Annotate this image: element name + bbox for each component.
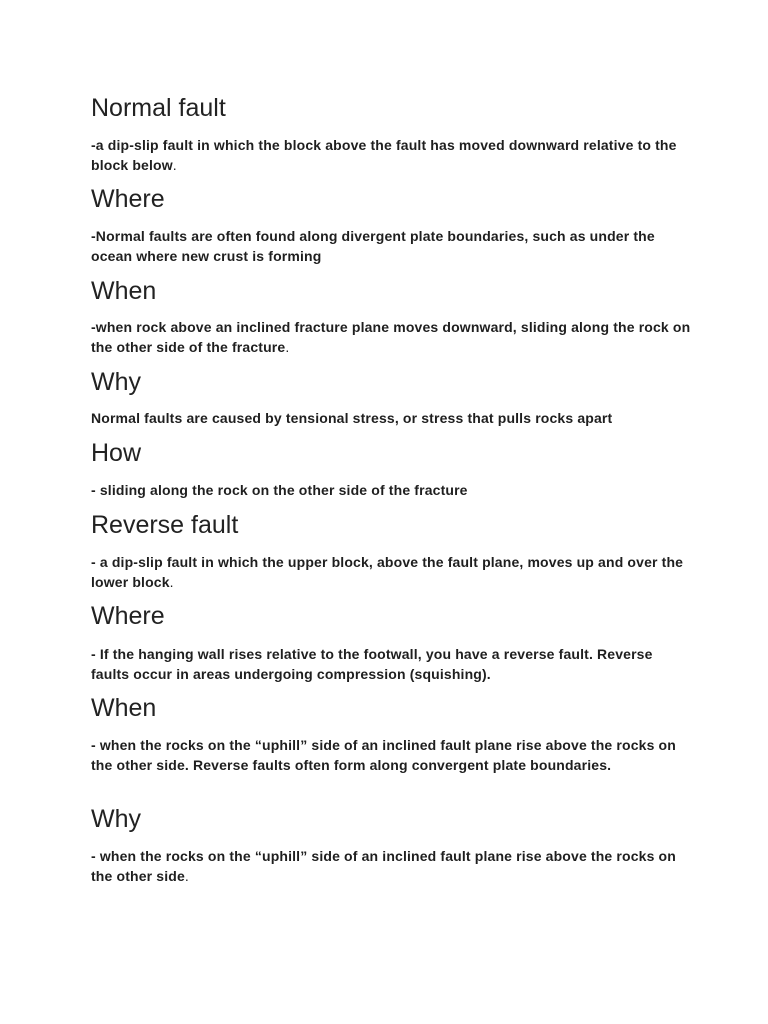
section-text-where [91,227,691,266]
section-text-normal-fault [91,136,691,175]
section-heading-normal-fault: Normal fault [91,94,226,122]
section-text-tail: . [184,867,189,884]
section-text-body: Normal faults are caused by tensional stress, or stress that pulls rocks apart [91,410,613,426]
section-text-body: - a dip-slip fault in which the upper block, above the fault plane, moves up and over the lower block [91,554,684,590]
section-heading-when-reverse: When [91,694,157,722]
section-heading-reverse-fault: Reverse fault [91,511,239,539]
section-text-tail: . [172,156,177,173]
section-heading-where: Where [91,185,165,213]
section-text-body: - sliding along the rock on the other side of the fracture [91,482,468,498]
section-text-body: -Normal faults are often found along divergent plate boundaries, such as under the ocean where new crust is forming [91,228,655,264]
section-heading-where-reverse: Where [91,602,165,630]
section-text-why-reverse [91,847,691,886]
section-text-body: - when the rocks on the “uphill” side of an inclined fault plane rise above the rocks on the other side [91,848,676,884]
section-text-when [91,318,691,357]
section-text-body: -when rock above an inclined fracture plane moves downward, sliding along the rock on the other side of the fracture [91,319,691,355]
section-text-reverse-fault [91,553,691,592]
section-text-body: - when the rocks on the “uphill” side of an inclined fault plane rise above the rocks on the other side. Reverse faults often form along convergent plate boundaries. [91,737,676,773]
section-heading-when: When [91,277,157,305]
section-heading-why-reverse: Why [91,805,141,833]
section-text-when-reverse [91,736,691,775]
section-text-why [91,409,691,429]
section-text-where-reverse [91,645,691,684]
section-text-body: - If the hanging wall rises relative to the footwall, you have a reverse fault. Reverse faults occur in areas undergoing compression (squishing). [91,646,653,682]
section-text-tail: . [169,573,174,590]
section-heading-why: Why [91,368,141,396]
section-heading-how: How [91,439,142,467]
section-text-how [91,481,691,501]
section-text-body: -a dip-slip fault in which the block above the fault has moved downward relative to the block below [91,137,677,173]
section-text-tail: . [285,338,290,355]
